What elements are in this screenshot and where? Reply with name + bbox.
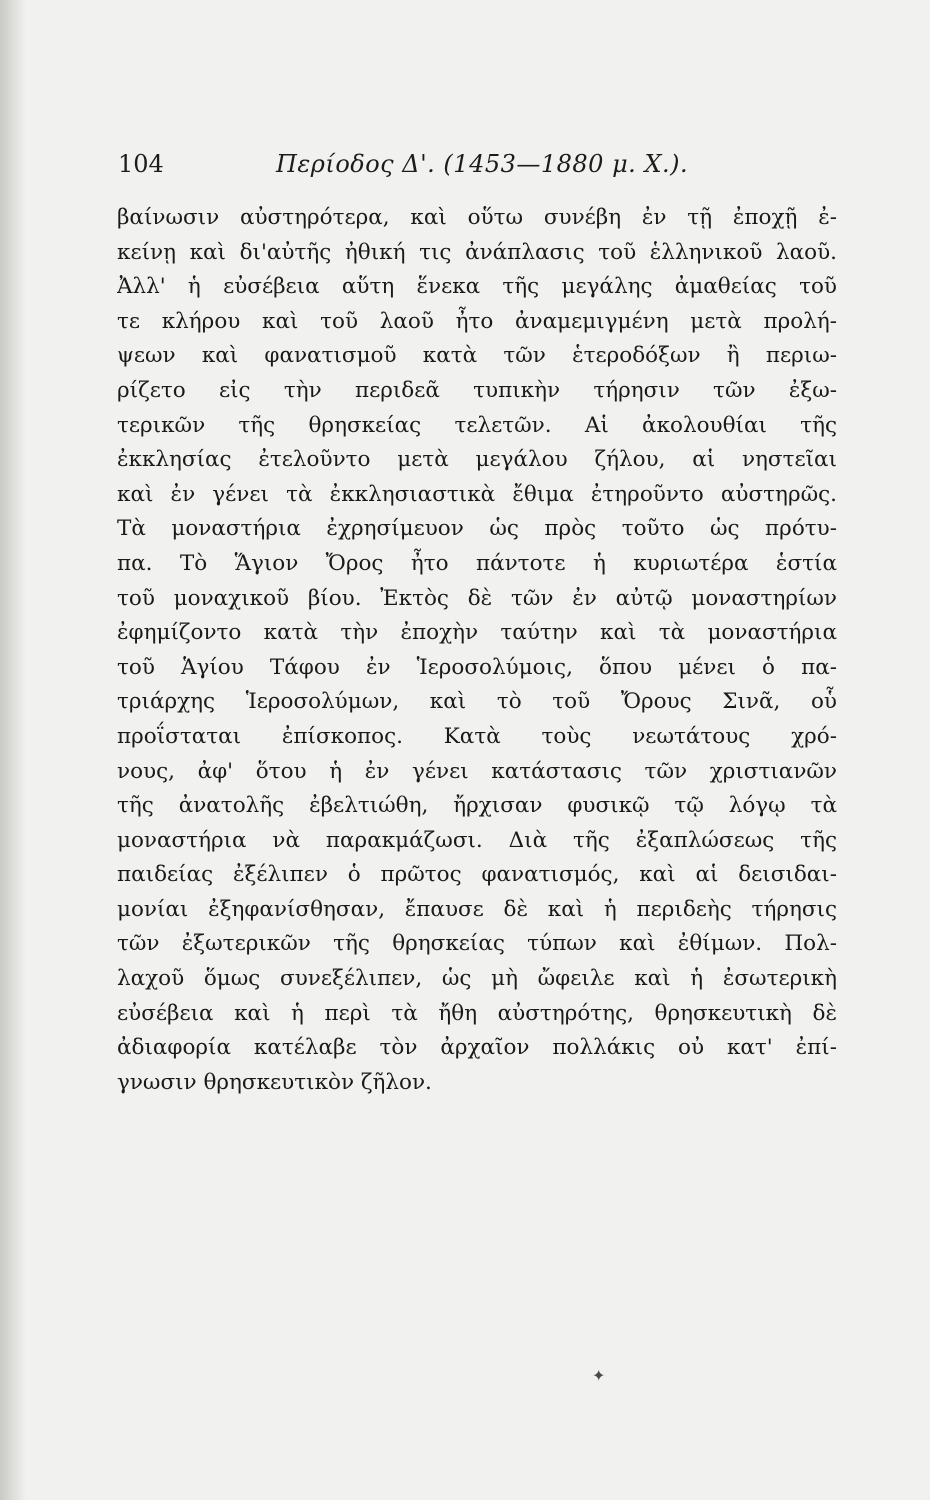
text-line: Τὰ μοναστήρια ἐχρησίμευον ὡς πρὸς τοῦτο ὡς πρότυ- xyxy=(117,516,837,542)
text-line: ἐκκλησίας ἐτελοῦντο μετὰ μεγάλου ζήλου, αἱ νηστεῖαι xyxy=(117,447,837,473)
text-line: τῶν ἐξωτερικῶν τῆς θρησκείας τύπων καὶ ἐθίμων. Πολ- xyxy=(117,931,837,957)
text-line: τερικῶν τῆς θρησκείας τελετῶν. Αἱ ἀκολουθίαι τῆς xyxy=(117,412,837,438)
running-title: Περίοδος Δ'. (1453—1880 μ. Χ.). xyxy=(276,150,689,178)
text-line: νους, ἀφ' ὅτου ἡ ἐν γένει κατάστασις τῶν χριστιανῶν xyxy=(117,758,837,784)
text-line: ἐφημίζοντο κατὰ τὴν ἐποχὴν ταύτην καὶ τὰ μοναστήρια xyxy=(117,620,837,646)
text-line: γνωσιν θρησκευτικὸν ζῆλον. xyxy=(117,1069,432,1095)
text-line: Ἀλλ' ἡ εὐσέβεια αὕτη ἕνεκα τῆς μεγάλης ἀμαθείας τοῦ xyxy=(117,274,837,300)
text-line: τοῦ μοναχικοῦ βίου. Ἐκτὸς δὲ τῶν ἐν αὐτῷ μοναστηρίων xyxy=(117,585,837,611)
text-line: πα. Τὸ Ἅγιον Ὄρος ἦτο πάντοτε ἡ κυριωτέρα ἑστία xyxy=(117,550,837,576)
text-line: τῆς ἀνατολῆς ἐβελτιώθη, ἤρχισαν φυσικῷ τῷ λόγῳ τὰ xyxy=(117,793,837,819)
text-line: τριάρχης Ἱεροσολύμων, καὶ τὸ τοῦ Ὄρους Σινᾶ, οὗ xyxy=(117,689,837,715)
text-line: προΐσταται ἐπίσκοπος. Κατὰ τοὺς νεωτάτους χρό- xyxy=(117,723,837,749)
page-number: 104 xyxy=(118,150,164,178)
text-line: μονίαι ἐξηφανίσθησαν, ἔπαυσε δὲ καὶ ἡ περιδεὴς τήρησις xyxy=(117,896,837,922)
text-line: ψεων καὶ φανατισμοῦ κατὰ τῶν ἑτεροδόξων ἢ περιω- xyxy=(117,343,837,369)
page-header xyxy=(118,150,818,186)
text-line: ρίζετο εἰς τὴν περιδεᾶ τυπικὴν τήρησιν τῶν ἐξω- xyxy=(117,377,837,403)
text-line: μοναστήρια νὰ παρακμάζωσι. Διὰ τῆς ἐξαπλώσεως τῆς xyxy=(117,827,837,853)
text-line: λαχοῦ ὅμως συνεξέλιπεν, ὡς μὴ ὤφειλε καὶ ἡ ἐσωτερικὴ xyxy=(117,966,837,992)
text-line: βαίνωσιν αὐστηρότερα, καὶ οὕτω συνέβη ἐν τῇ ἐποχῇ ἐ- xyxy=(117,205,837,230)
text-line: εὐσέβεια καὶ ἡ περὶ τὰ ἤθη αὐστηρότης, θρησκευτικὴ δὲ xyxy=(117,1000,837,1026)
text-line: ἀδιαφορία κατέλαβε τὸν ἀρχαῖον πολλάκις οὐ κατ' ἐπί- xyxy=(117,1035,837,1061)
text-line: τε κλήρου καὶ τοῦ λαοῦ ἦτο ἀναμεμιγμένη μετὰ προλή- xyxy=(117,308,837,334)
text-line: τοῦ Ἁγίου Τάφου ἐν Ἱεροσολύμοις, ὅπου μένει ὁ πα- xyxy=(117,654,837,680)
text-line: κείνῃ καὶ δι'αὐτῆς ἠθική τις ἀνάπλασις τοῦ ἑλληνικοῦ λαοῦ. xyxy=(117,239,837,265)
text-line: καὶ ἐν γένει τὰ ἐκκλησιαστικὰ ἔθιμα ἐτηροῦντο αὐστηρῶς. xyxy=(117,481,837,507)
text-line: παιδείας ἐξέλιπεν ὁ πρῶτος φανατισμός, καὶ αἱ δεισιδαι- xyxy=(117,862,837,888)
body-text xyxy=(117,201,837,1100)
ink-speck: ✦ xyxy=(592,1366,606,1385)
